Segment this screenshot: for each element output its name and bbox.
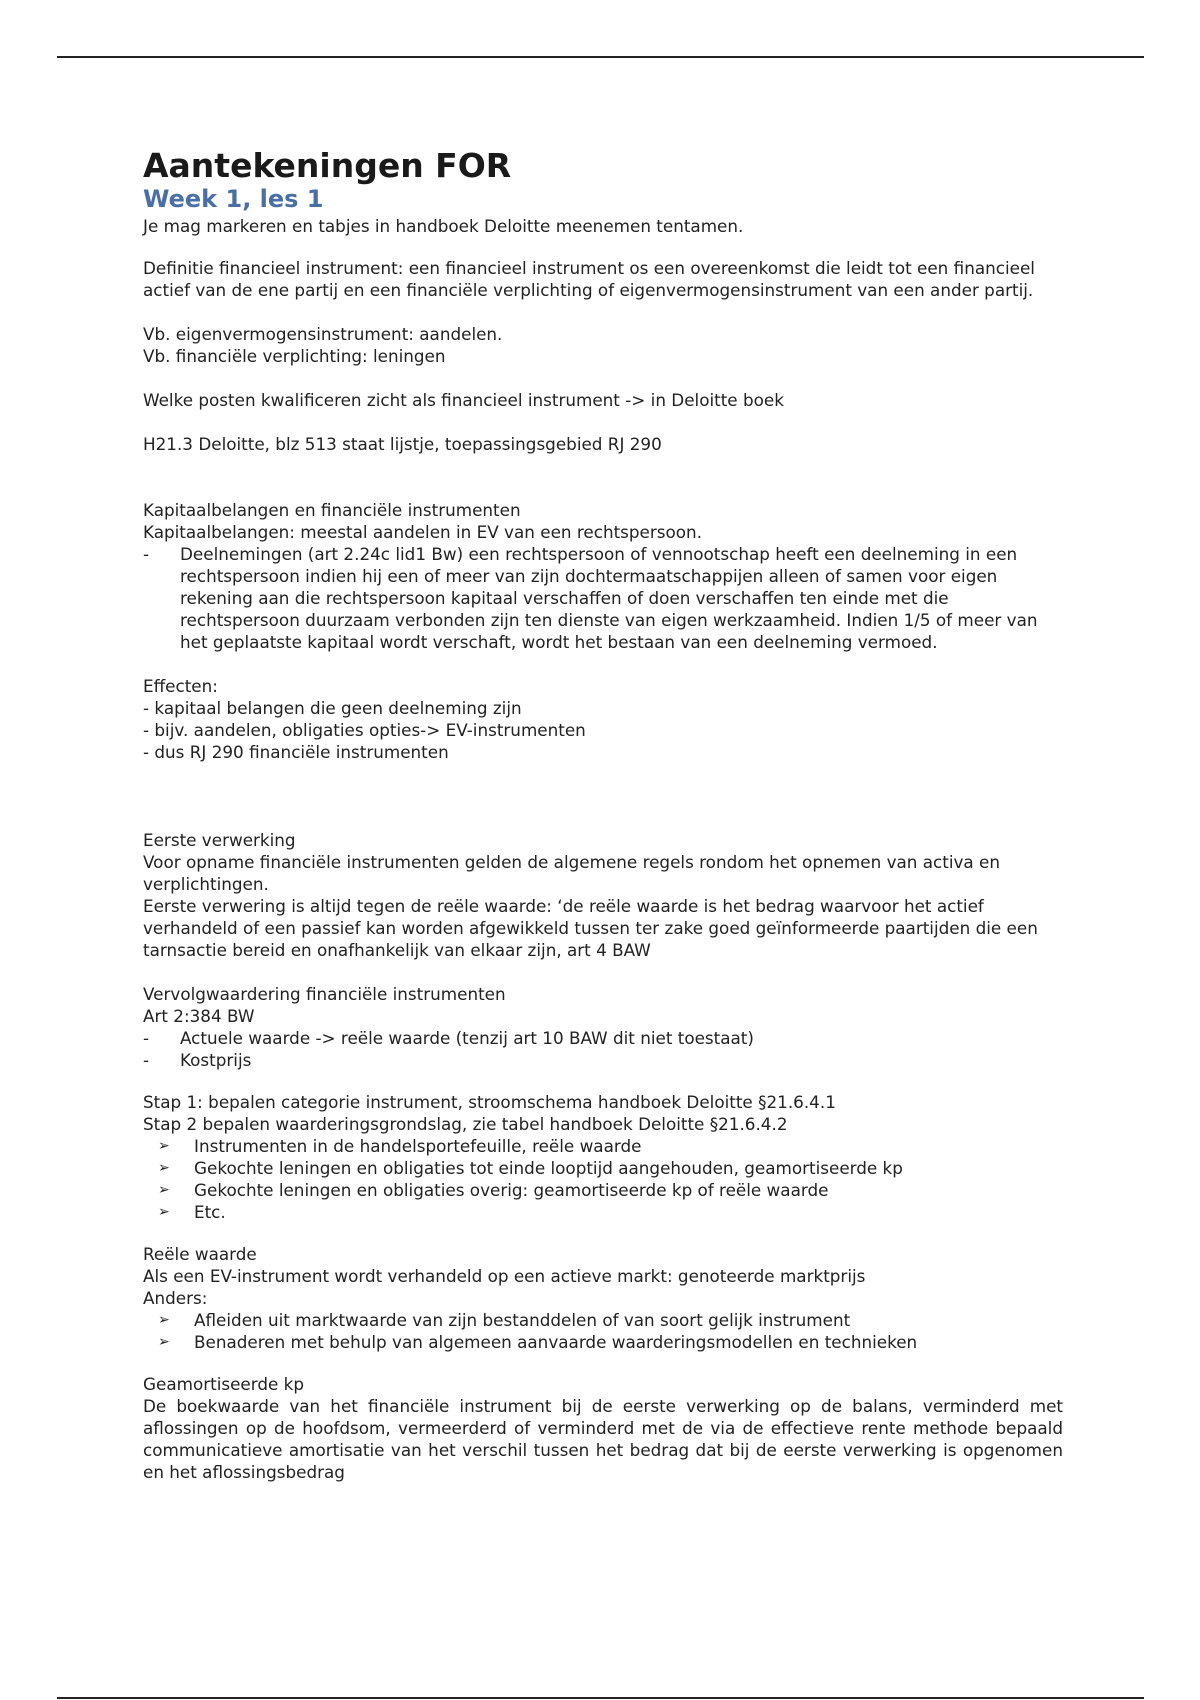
kapitaal-list <box>143 543 1063 653</box>
kapitaal-line: Kapitaalbelangen: meestal aandelen in EV van een rechtspersoon. <box>143 522 703 542</box>
list-item: - Actuele waarde -> reële waarde (tenzij art 10 BAW dit niet toestaat) <box>143 1027 1063 1049</box>
effecten-line: - bijv. aandelen, obligaties opties-> EV-instrumenten <box>143 720 586 740</box>
reele-anders: Anders: <box>143 1288 208 1308</box>
list-item-text: Gekochte leningen en obligaties tot einde looptijd aangehouden, geamortiseerde kp <box>194 1158 903 1178</box>
section-heading-kapitaal: Kapitaalbelangen en financiële instrumenten <box>143 500 521 520</box>
section-heading-eerste: Eerste verwerking <box>143 830 296 850</box>
eerste-paragraph: Voor opname financiële instrumenten gelden de algemene regels rondom het opnemen van activa en verplichtingen. <box>143 852 1001 894</box>
effecten-line: - kapitaal belangen die geen deelneming zijn <box>143 698 522 718</box>
reele-line: Als een EV-instrument wordt verhandeld op een actieve markt: genoteerde marktprijs <box>143 1266 866 1286</box>
example-line: Vb. eigenvermogensinstrument: aandelen. <box>143 324 503 344</box>
footer-rule <box>57 1697 1144 1699</box>
list-item-text: Gekochte leningen en obligaties overig: geamortiseerde kp of reële waarde <box>194 1180 829 1200</box>
list-item <box>143 1157 1063 1179</box>
list-item <box>143 1331 1063 1353</box>
section-heading-geamortiseerd: Geamortiseerde kp <box>143 1374 305 1394</box>
arrow-bullet-icon: ➢ <box>158 1334 170 1350</box>
list-item <box>143 1135 1063 1157</box>
reele-list <box>143 1309 1063 1353</box>
vervolg-art: Art 2:384 BW <box>143 1006 255 1026</box>
list-item-text: Afleiden uit marktwaarde van zijn bestanddelen of van soort gelijk instrument <box>194 1310 851 1330</box>
arrow-bullet-icon: ➢ <box>158 1182 170 1198</box>
arrow-bullet-icon: ➢ <box>158 1160 170 1176</box>
arrow-bullet-icon: ➢ <box>158 1312 170 1328</box>
page-title: Aantekeningen FOR <box>143 146 512 185</box>
list-item-text: Benaderen met behulp van algemeen aanvaarde waarderingsmodellen en technieken <box>194 1332 918 1352</box>
page-subtitle: Week 1, les 1 <box>143 185 324 213</box>
question-line: Welke posten kwalificeren zicht als financieel instrument -> in Deloitte boek <box>143 390 784 410</box>
header-rule <box>57 56 1144 58</box>
reference-line: H21.3 Deloitte, blz 513 staat lijstje, toepassingsgebied RJ 290 <box>143 434 662 454</box>
geamortiseerd-paragraph: De boekwaarde van het financiële instrument bij de eerste verwerking op de balans, verminderd met aflossingen op de hoofdsom, vermeerderd of verminderd met de via de effectieve rente methode bepaald communicatieve amortisatie van het verschil tussen het bedrag dat bij de eerste verwerking is opgenomen en het aflossingsbedrag <box>143 1396 1063 1482</box>
arrow-bullet-icon: ➢ <box>158 1204 170 1220</box>
intro-paragraph: Je mag markeren en tabjes in handboek Deloitte meenemen tentamen. <box>143 216 744 236</box>
document-body <box>143 146 1063 1483</box>
section-heading-vervolg: Vervolgwaardering financiële instrumenten <box>143 984 506 1004</box>
list-item-text: Instrumenten in de handelsportefeuille, reële waarde <box>194 1136 642 1156</box>
section-heading-effecten: Effecten: <box>143 676 218 696</box>
stap-line: Stap 1: bepalen categorie instrument, stroomschema handboek Deloitte §21.6.4.1 <box>143 1092 836 1112</box>
stap-line: Stap 2 bepalen waarderingsgrondslag, zie tabel handboek Deloitte §21.6.4.2 <box>143 1114 788 1134</box>
list-item <box>143 1201 1063 1223</box>
list-item: - Deelnemingen (art 2.24c lid1 Bw) een rechtspersoon of vennootschap heeft een deelneming in een rechtspersoon indien hij een of meer van zijn dochtermaatschappijen alleen of samen voor eigen rekening aan die rechtspersoon kapitaal verschaffen of doen verschaffen ten einde met die rechtspersoon duurzaam verbonden zijn ten dienste van eigen werkzaamheid. Indien 1/5 of meer van het geplaatste kapitaal wordt verschaft, wordt het bestaan van een deelneming vermoed. <box>143 543 1063 653</box>
list-item: - Kostprijs <box>143 1049 1063 1071</box>
list-item <box>143 1309 1063 1331</box>
effecten-line: - dus RJ 290 financiële instrumenten <box>143 742 449 762</box>
list-item-text: Etc. <box>194 1202 226 1222</box>
stappen-list <box>143 1135 1063 1223</box>
arrow-bullet-icon: ➢ <box>158 1138 170 1154</box>
list-item <box>143 1179 1063 1201</box>
example-line: Vb. financiële verplichting: leningen <box>143 346 446 366</box>
eerste-paragraph: Eerste verwering is altijd tegen de reële waarde: ‘de reële waarde is het bedrag waarvoor het actief verhandeld of een passief kan worden afgewikkeld tussen ter zake goed geïnformeerde paartijden die een tarnsactie bereid en onafhankelijk van elkaar zijn, art 4 BAW <box>143 896 1038 960</box>
section-heading-reele: Reële waarde <box>143 1244 257 1264</box>
vervolg-list <box>143 1027 1063 1071</box>
definition-paragraph: Definitie financieel instrument: een financieel instrument os een overeenkomst die leidt tot een financieel actief van de ene partij en een financiële verplichting of eigenvermogensinstrument van een ander partij. <box>143 258 1035 300</box>
